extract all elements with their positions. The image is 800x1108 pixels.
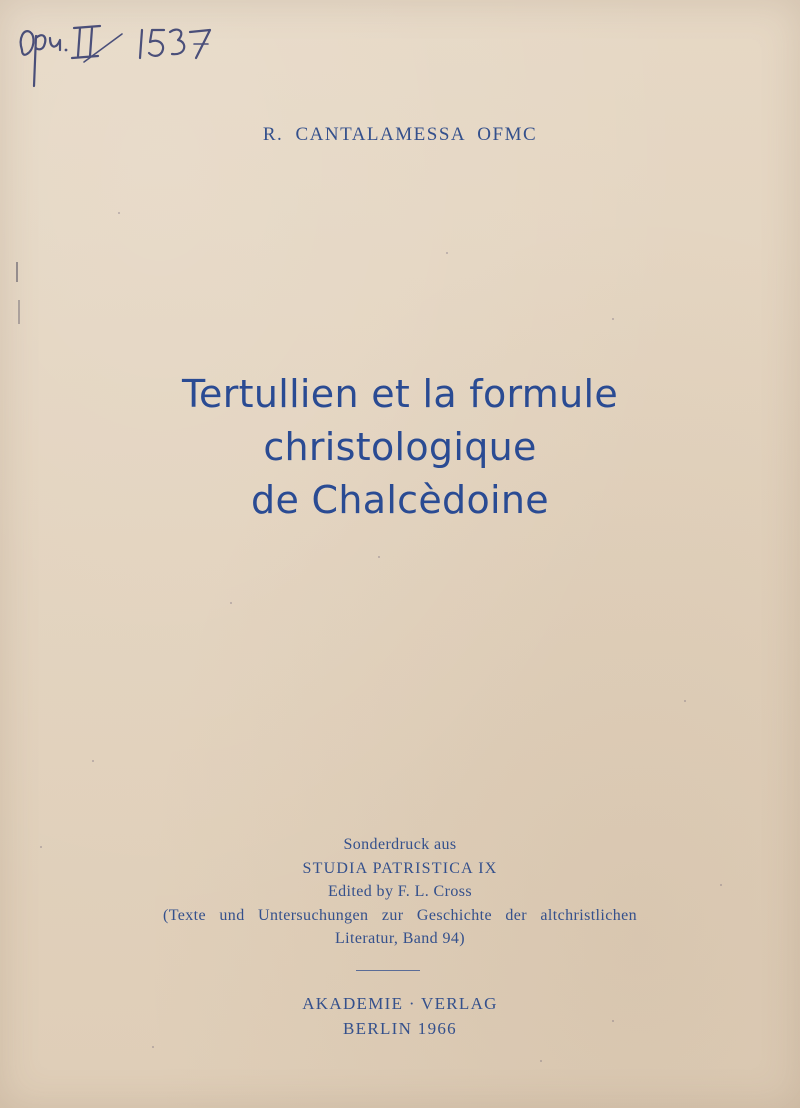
handwritten-shelfmark	[14, 14, 214, 94]
publisher-place-year: BERLIN 1966	[343, 1019, 457, 1038]
margin-mark	[16, 262, 18, 282]
paper-speck	[118, 212, 120, 214]
paper-speck	[540, 1060, 542, 1062]
publisher-block	[0, 991, 800, 1041]
book-title	[0, 368, 800, 527]
paper-speck	[446, 252, 448, 254]
series-subtitle: (Texte und Untersuchungen zur Geschichte der altchristlichen	[162, 906, 638, 924]
paper-speck	[152, 1046, 154, 1048]
title-line-1: Tertullien et la formule	[181, 372, 619, 416]
paper-speck	[684, 700, 686, 702]
offprint-notice	[0, 833, 800, 951]
margin-mark	[18, 300, 20, 324]
offprint-label: Sonderdruck aus	[343, 836, 457, 853]
title-line-2: christologique	[263, 425, 537, 469]
series-volume: Literatur, Band 94)	[334, 930, 466, 947]
series-title: STUDIA PATRISTICA IX	[302, 859, 498, 877]
paper-speck	[612, 318, 614, 320]
editor-line: Edited by F. L. Cross	[327, 883, 472, 900]
divider-rule	[356, 970, 420, 971]
paper-speck	[230, 602, 232, 604]
paper-speck	[378, 556, 380, 558]
title-line-3: de Chalcèdoine	[251, 478, 549, 522]
publisher-name: AKADEMIE · VERLAG	[302, 994, 498, 1013]
paper-speck	[92, 760, 94, 762]
author-line: R. CANTALAMESSA OFMC	[262, 124, 538, 145]
